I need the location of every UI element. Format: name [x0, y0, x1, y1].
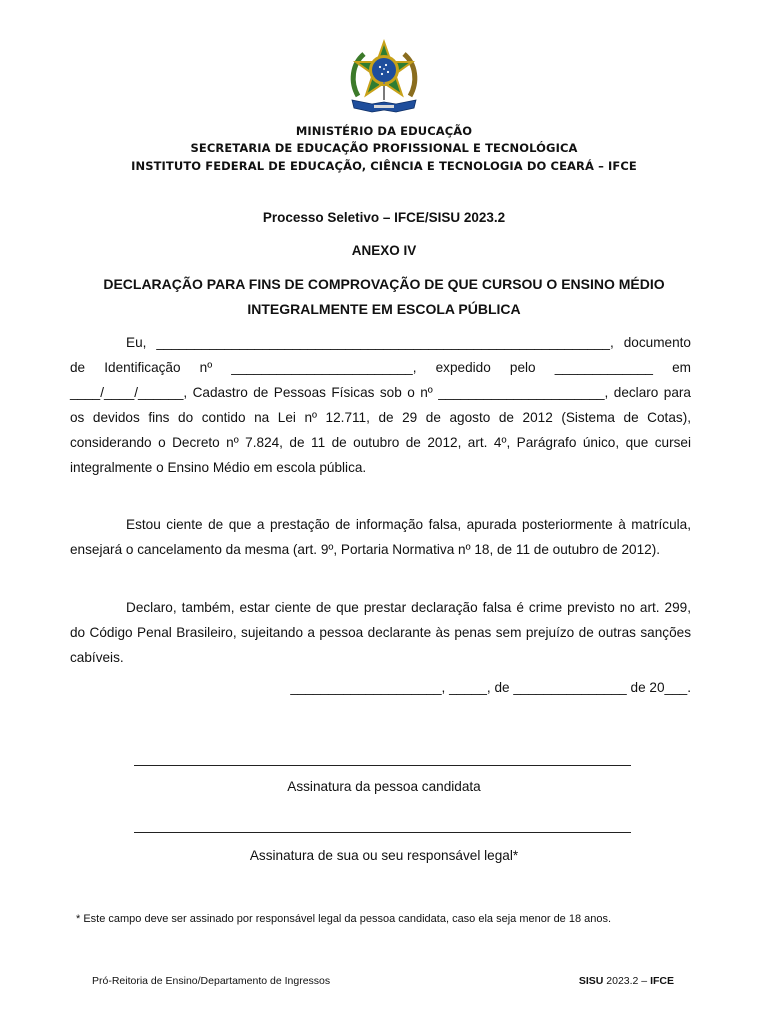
footer-sisu: SISU: [578, 975, 604, 987]
paragraph-1-text: Eu, ____________________________________________________________, documento de Identificação nº ________________________, expedido pelo _____________ em ____/____/______, Cadastro de Pessoas Físicas sob o nº ______________________, declaro para os devidos fins do contido na Lei nº 12.711, de 29 de agosto de 2012 (Sistema de Cotas), considerando o Decreto nº 7.824, de 11 de outubro de 2012, art. 4º, Parágrafo único, que cursei integralmente o Ensino Médio em escola pública.: [70, 335, 691, 475]
annex-title: ANEXO IV: [351, 243, 417, 258]
candidate-signature-line: [134, 765, 631, 767]
paragraph-2-text: Estou ciente de que a prestação de informação falsa, apurada posteriormente à matrícula, ensejará o cancelamento da mesma (art. 9º, Portaria Normativa nº 18, de 11 de outubro de 2012).: [70, 517, 691, 557]
declaration-paragraph-3: [70, 595, 691, 670]
guardian-signature-line: [134, 832, 631, 834]
footer-ifce: IFCE: [650, 975, 674, 987]
footer-department: Pró-Reitoria de Ensino/Departamento de Ingressos: [92, 975, 331, 987]
footer-year: 2023.2 –: [603, 975, 651, 987]
place-date-line: ____________________, _____, de _______________ de 20___.: [290, 680, 691, 695]
declaration-title: DECLARAÇÃO PARA FINS DE COMPROVAÇÃO DE QUE CURSOU O ENSINO MÉDIO INTEGRALMENTE EM ESCOLA PÚBLICA: [103, 276, 665, 317]
guardian-signature-label: Assinatura de sua ou seu responsável legal*: [249, 848, 519, 863]
candidate-signature-label: Assinatura da pessoa candidata: [287, 779, 481, 794]
declaration-paragraph-1: [70, 330, 691, 480]
declaration-paragraph-2: [70, 512, 691, 562]
header-secretariat: SECRETARIA DE EDUCAÇÃO PROFISSIONAL E TECNOLÓGICA: [190, 141, 578, 155]
paragraph-3-text: Declaro, também, estar ciente de que prestar declaração falsa é crime previsto no art. 299, do Código Penal Brasileiro, sujeitando a pessoa declarante às penas sem prejuízo de outras sanções cabíveis.: [70, 600, 691, 665]
header-ministry: MINISTÉRIO DA EDUCAÇÃO: [295, 124, 473, 138]
brazil-coat-of-arms-icon: [344, 38, 424, 118]
footnote: * Este campo deve ser assinado por responsável legal da pessoa candidata, caso ela seja menor de 18 anos.: [76, 913, 612, 925]
header-institute: INSTITUTO FEDERAL DE EDUCAÇÃO, CIÊNCIA E TECNOLOGIA DO CEARÁ – IFCE: [131, 159, 637, 173]
footer-edition: [579, 975, 674, 987]
process-title: Processo Seletivo – IFCE/SISU 2023.2: [262, 210, 506, 225]
